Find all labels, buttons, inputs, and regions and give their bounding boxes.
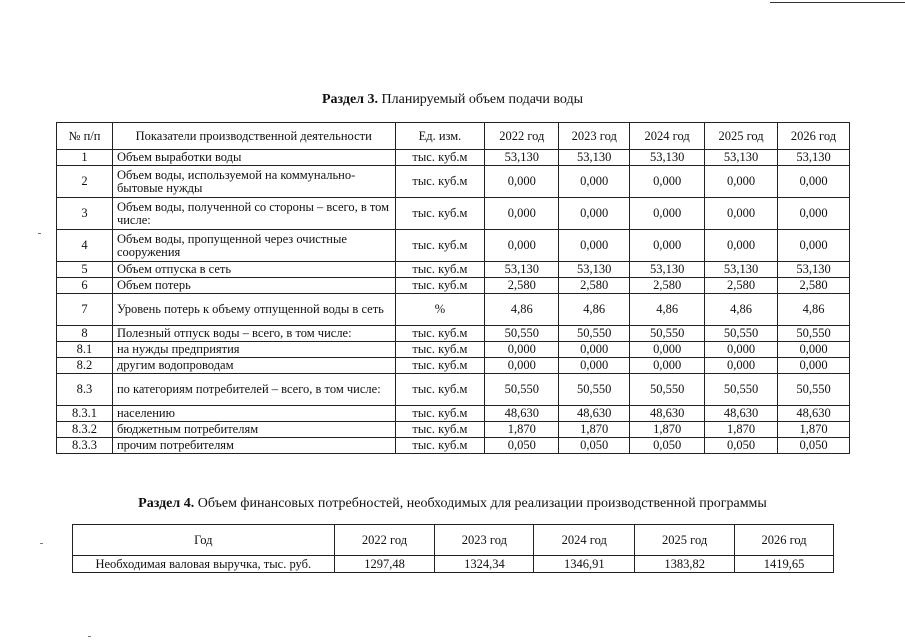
value-cell: 0,000 [778,198,850,230]
table-row [57,422,850,438]
table-row [57,198,850,230]
value-cell: 0,000 [778,342,850,358]
value-cell: 0,000 [705,166,778,198]
value-cell: 53,130 [705,150,778,166]
value-cell: 53,130 [630,262,705,278]
unit-cell: тыс. куб.м [395,374,485,406]
value-cell: 4,86 [485,294,559,326]
value-cell: 53,130 [630,150,705,166]
table-row [57,294,850,326]
column-header: 2025 год [635,525,735,556]
indicator-name: Необходимая валовая выручка, тыс. руб. [73,556,335,573]
indicator-name: по категориям потребителей – всего, в том числе: [112,374,395,406]
value-cell: 50,550 [559,326,630,342]
value-cell: 50,550 [778,374,850,406]
section4-label: Раздел 4. [138,496,195,511]
value-cell: 53,130 [705,262,778,278]
value-cell: 4,86 [705,294,778,326]
unit-cell: тыс. куб.м [395,438,485,454]
value-cell: 2,580 [559,278,630,294]
value-cell: 0,000 [630,166,705,198]
value-cell: 53,130 [559,262,630,278]
scan-speck [38,233,41,234]
row-number: 2 [57,166,113,198]
scan-speck [40,543,43,544]
value-cell: 0,050 [705,438,778,454]
value-cell: 1383,82 [635,556,735,573]
value-cell: 2,580 [485,278,559,294]
indicator-name: Объем воды, полученной со стороны – всего, в том числе: [112,198,395,230]
table-row [57,358,850,374]
value-cell: 0,000 [778,358,850,374]
value-cell: 0,000 [778,230,850,262]
value-cell: 1,870 [705,422,778,438]
value-cell: 53,130 [485,262,559,278]
value-cell: 0,000 [559,230,630,262]
value-cell: 0,000 [559,198,630,230]
unit-cell: тыс. куб.м [395,358,485,374]
value-cell: 1346,91 [534,556,635,573]
indicator-name: Объем отпуска в сеть [112,262,395,278]
value-cell: 0,000 [705,230,778,262]
table-row [57,342,850,358]
value-cell: 50,550 [778,326,850,342]
table-row [57,374,850,406]
value-cell: 0,050 [559,438,630,454]
value-cell: 2,580 [705,278,778,294]
value-cell: 4,86 [778,294,850,326]
value-cell: 0,000 [485,166,559,198]
value-cell: 1419,65 [735,556,834,573]
value-cell: 0,000 [705,198,778,230]
indicator-name: на нужды предприятия [112,342,395,358]
table-header-row [57,123,850,150]
column-header: Показатели производственной деятельности [112,123,395,150]
value-cell: 50,550 [630,326,705,342]
table-row [57,278,850,294]
table-row [57,150,850,166]
indicator-name: населению [112,406,395,422]
indicator-name: Объем потерь [112,278,395,294]
value-cell: 53,130 [778,150,850,166]
section4-title: Объем финансовых потребностей, необходимых для реализации производственной программы [197,496,767,511]
indicator-name: прочим потребителям [112,438,395,454]
row-number: 7 [57,294,113,326]
indicator-name: Объем воды, используемой на коммунально-бытовые нужды [112,166,395,198]
unit-cell: тыс. куб.м [395,230,485,262]
indicator-name: другим водопроводам [112,358,395,374]
unit-cell: тыс. куб.м [395,262,485,278]
table-row [57,326,850,342]
indicator-name: Объем выработки воды [112,150,395,166]
value-cell: 0,000 [559,358,630,374]
row-number: 8.3.2 [57,422,113,438]
table-header-row [73,525,834,556]
unit-cell: тыс. куб.м [395,326,485,342]
column-header: 2024 год [534,525,635,556]
value-cell: 0,000 [630,342,705,358]
value-cell: 0,000 [485,342,559,358]
value-cell: 0,050 [630,438,705,454]
value-cell: 0,000 [485,358,559,374]
value-cell: 4,86 [559,294,630,326]
value-cell: 1,870 [778,422,850,438]
page-top-rule [770,2,905,3]
indicator-name: Уровень потерь к объему отпущенной воды в сеть [112,294,395,326]
unit-cell: тыс. куб.м [395,342,485,358]
unit-cell: тыс. куб.м [395,198,485,230]
column-header: 2023 год [559,123,630,150]
value-cell: 1,870 [485,422,559,438]
value-cell: 4,86 [630,294,705,326]
value-cell: 2,580 [778,278,850,294]
value-cell: 48,630 [705,406,778,422]
row-number: 6 [57,278,113,294]
value-cell: 48,630 [559,406,630,422]
value-cell: 0,000 [705,358,778,374]
column-header: 2025 год [705,123,778,150]
unit-cell: тыс. куб.м [395,278,485,294]
unit-cell: тыс. куб.м [395,406,485,422]
value-cell: 0,050 [485,438,559,454]
column-header: 2022 год [334,525,435,556]
indicator-name: бюджетным потребителям [112,422,395,438]
water-supply-table [56,122,850,454]
row-number: 4 [57,230,113,262]
section3-heading [0,92,905,108]
financial-needs-table [72,524,834,573]
table-row [57,166,850,198]
value-cell: 0,000 [630,198,705,230]
column-header: 2023 год [435,525,534,556]
value-cell: 0,000 [485,198,559,230]
value-cell: 1,870 [559,422,630,438]
row-number: 3 [57,198,113,230]
table-row [73,556,834,573]
row-number: 8.3 [57,374,113,406]
value-cell: 50,550 [559,374,630,406]
value-cell: 48,630 [485,406,559,422]
row-number: 8.1 [57,342,113,358]
value-cell: 0,000 [559,342,630,358]
value-cell: 50,550 [630,374,705,406]
value-cell: 2,580 [630,278,705,294]
value-cell: 0,000 [630,230,705,262]
value-cell: 53,130 [485,150,559,166]
section3-title: Планируемый объем подачи воды [381,92,584,107]
section4-heading [0,496,905,512]
column-header: 2026 год [735,525,834,556]
value-cell: 1,870 [630,422,705,438]
indicator-name: Полезный отпуск воды – всего, в том числе: [112,326,395,342]
unit-cell: тыс. куб.м [395,422,485,438]
row-number: 8.3.1 [57,406,113,422]
scan-speck [88,636,91,637]
column-header: № п/п [57,123,113,150]
table-row [57,406,850,422]
value-cell: 50,550 [705,374,778,406]
section3-label: Раздел 3. [321,92,379,107]
value-cell: 0,000 [630,358,705,374]
value-cell: 50,550 [485,374,559,406]
table-row [57,438,850,454]
table-row [57,262,850,278]
value-cell: 48,630 [778,406,850,422]
column-header: 2022 год [485,123,559,150]
value-cell: 0,000 [485,230,559,262]
value-cell: 53,130 [559,150,630,166]
row-number: 8 [57,326,113,342]
unit-cell: тыс. куб.м [395,166,485,198]
value-cell: 1324,34 [435,556,534,573]
value-cell: 0,000 [778,166,850,198]
column-header: 2026 год [778,123,850,150]
row-number: 8.2 [57,358,113,374]
value-cell: 48,630 [630,406,705,422]
column-header: Ед. изм. [395,123,485,150]
row-number: 8.3.3 [57,438,113,454]
column-header: 2024 год [630,123,705,150]
value-cell: 0,000 [559,166,630,198]
value-cell: 50,550 [705,326,778,342]
row-number: 5 [57,262,113,278]
value-cell: 0,050 [778,438,850,454]
unit-cell: тыс. куб.м [395,150,485,166]
table-row [57,230,850,262]
unit-cell: % [395,294,485,326]
indicator-name: Объем воды, пропущенной через очистные сооружения [112,230,395,262]
value-cell: 53,130 [778,262,850,278]
column-header: Год [73,525,335,556]
value-cell: 1297,48 [334,556,435,573]
value-cell: 50,550 [485,326,559,342]
value-cell: 0,000 [705,342,778,358]
row-number: 1 [57,150,113,166]
